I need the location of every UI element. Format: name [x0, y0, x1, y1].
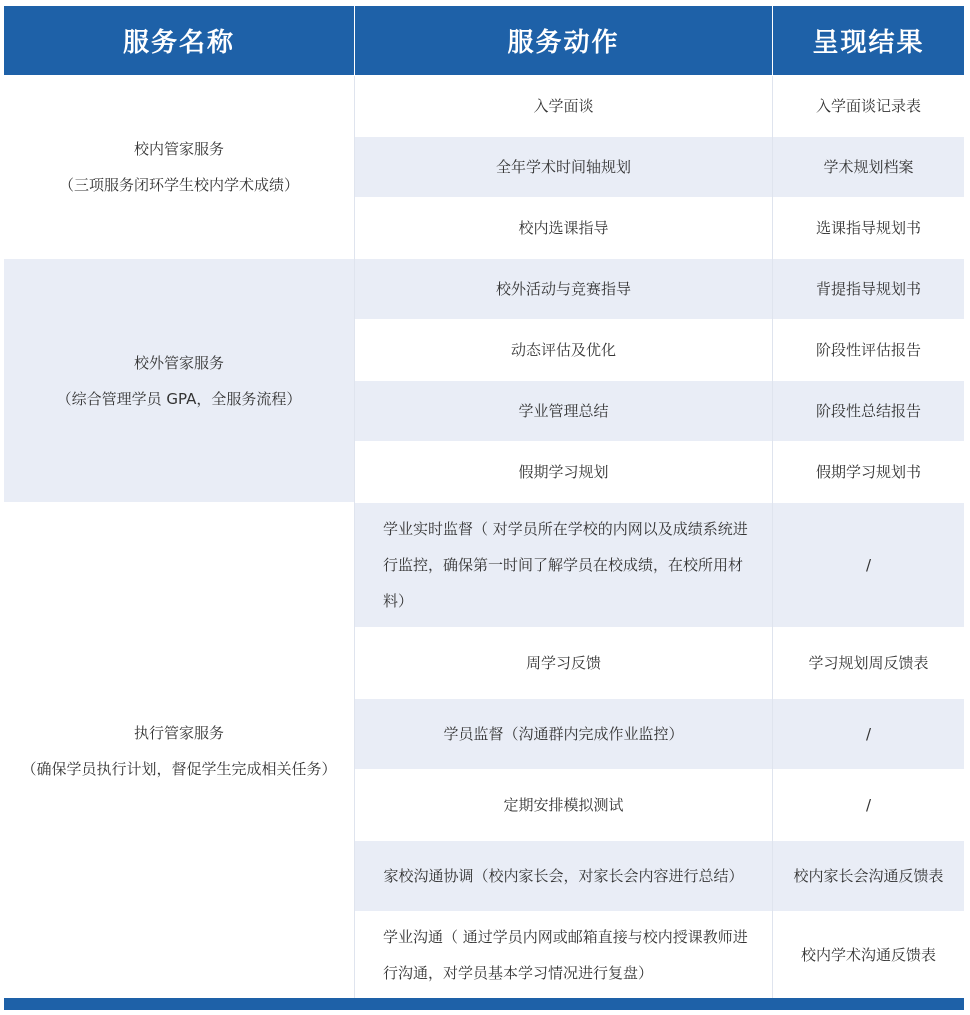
row-action: 学员监督（沟通群内完成作业监控）	[355, 699, 772, 769]
row-result: 阶段性总结报告	[773, 381, 964, 441]
group-cell-school	[4, 76, 354, 258]
row-result: /	[773, 699, 964, 769]
header-service-name: 服务名称	[4, 6, 354, 75]
footer-bar	[4, 998, 964, 1010]
row-result: 学习规划周反馈表	[773, 628, 964, 698]
row-action: 假期学习规划	[355, 442, 772, 502]
row-result: 阶段性评估报告	[773, 320, 964, 380]
column-divider	[354, 76, 355, 998]
service-table	[4, 6, 964, 1010]
row-action: 学业沟通（ 通过学员内网或邮箱直接与校内授课教师进行沟通，对学员基本学习情况进行复盘）	[355, 912, 772, 998]
group-desc: （综合管理学员 GPA，全服务流程）	[56, 389, 302, 408]
row-action: 校内选课指导	[355, 198, 772, 258]
group-name: 执行管家服务	[133, 723, 224, 742]
row-result: 校内学术沟通反馈表	[773, 912, 964, 998]
row-action: 家校沟通协调（校内家长会，对家长会内容进行总结）	[355, 841, 772, 911]
row-result: 背提指导规划书	[773, 259, 964, 319]
row-action: 全年学术时间轴规划	[355, 137, 772, 197]
row-result: 假期学习规划书	[773, 442, 964, 502]
group-name: 校外管家服务	[133, 353, 224, 372]
group-name: 校内管家服务	[133, 140, 224, 158]
row-result: 入学面谈记录表	[773, 76, 964, 136]
row-action: 动态评估及优化	[355, 320, 772, 380]
row-action: 学业实时监督（ 对学员所在学校的内网以及成绩系统进行监控，确保第一时间了解学员在校成绩，在校所用材料）	[355, 503, 772, 627]
row-result: /	[773, 503, 964, 627]
header-service-action: 服务动作	[355, 6, 772, 75]
row-action: 校外活动与竞赛指导	[355, 259, 772, 319]
row-result: 校内家长会沟通反馈表	[773, 841, 964, 911]
row-action: 定期安排模拟测试	[355, 770, 772, 840]
column-divider	[772, 76, 773, 998]
row-action: 入学面谈	[355, 76, 772, 136]
row-action: 周学习反馈	[355, 628, 772, 698]
row-action: 学业管理总结	[355, 381, 772, 441]
group-cell-external	[4, 259, 354, 502]
group-cell-execution	[4, 503, 354, 998]
group-desc: （三项服务闭环学生校内学术成绩）	[58, 176, 299, 194]
header-result: 呈现结果	[773, 6, 964, 75]
group-desc: （确保学员执行计划，督促学生完成相关任务）	[21, 759, 337, 778]
row-result: 选课指导规划书	[773, 198, 964, 258]
row-result: 学术规划档案	[773, 137, 964, 197]
row-result: /	[773, 770, 964, 840]
